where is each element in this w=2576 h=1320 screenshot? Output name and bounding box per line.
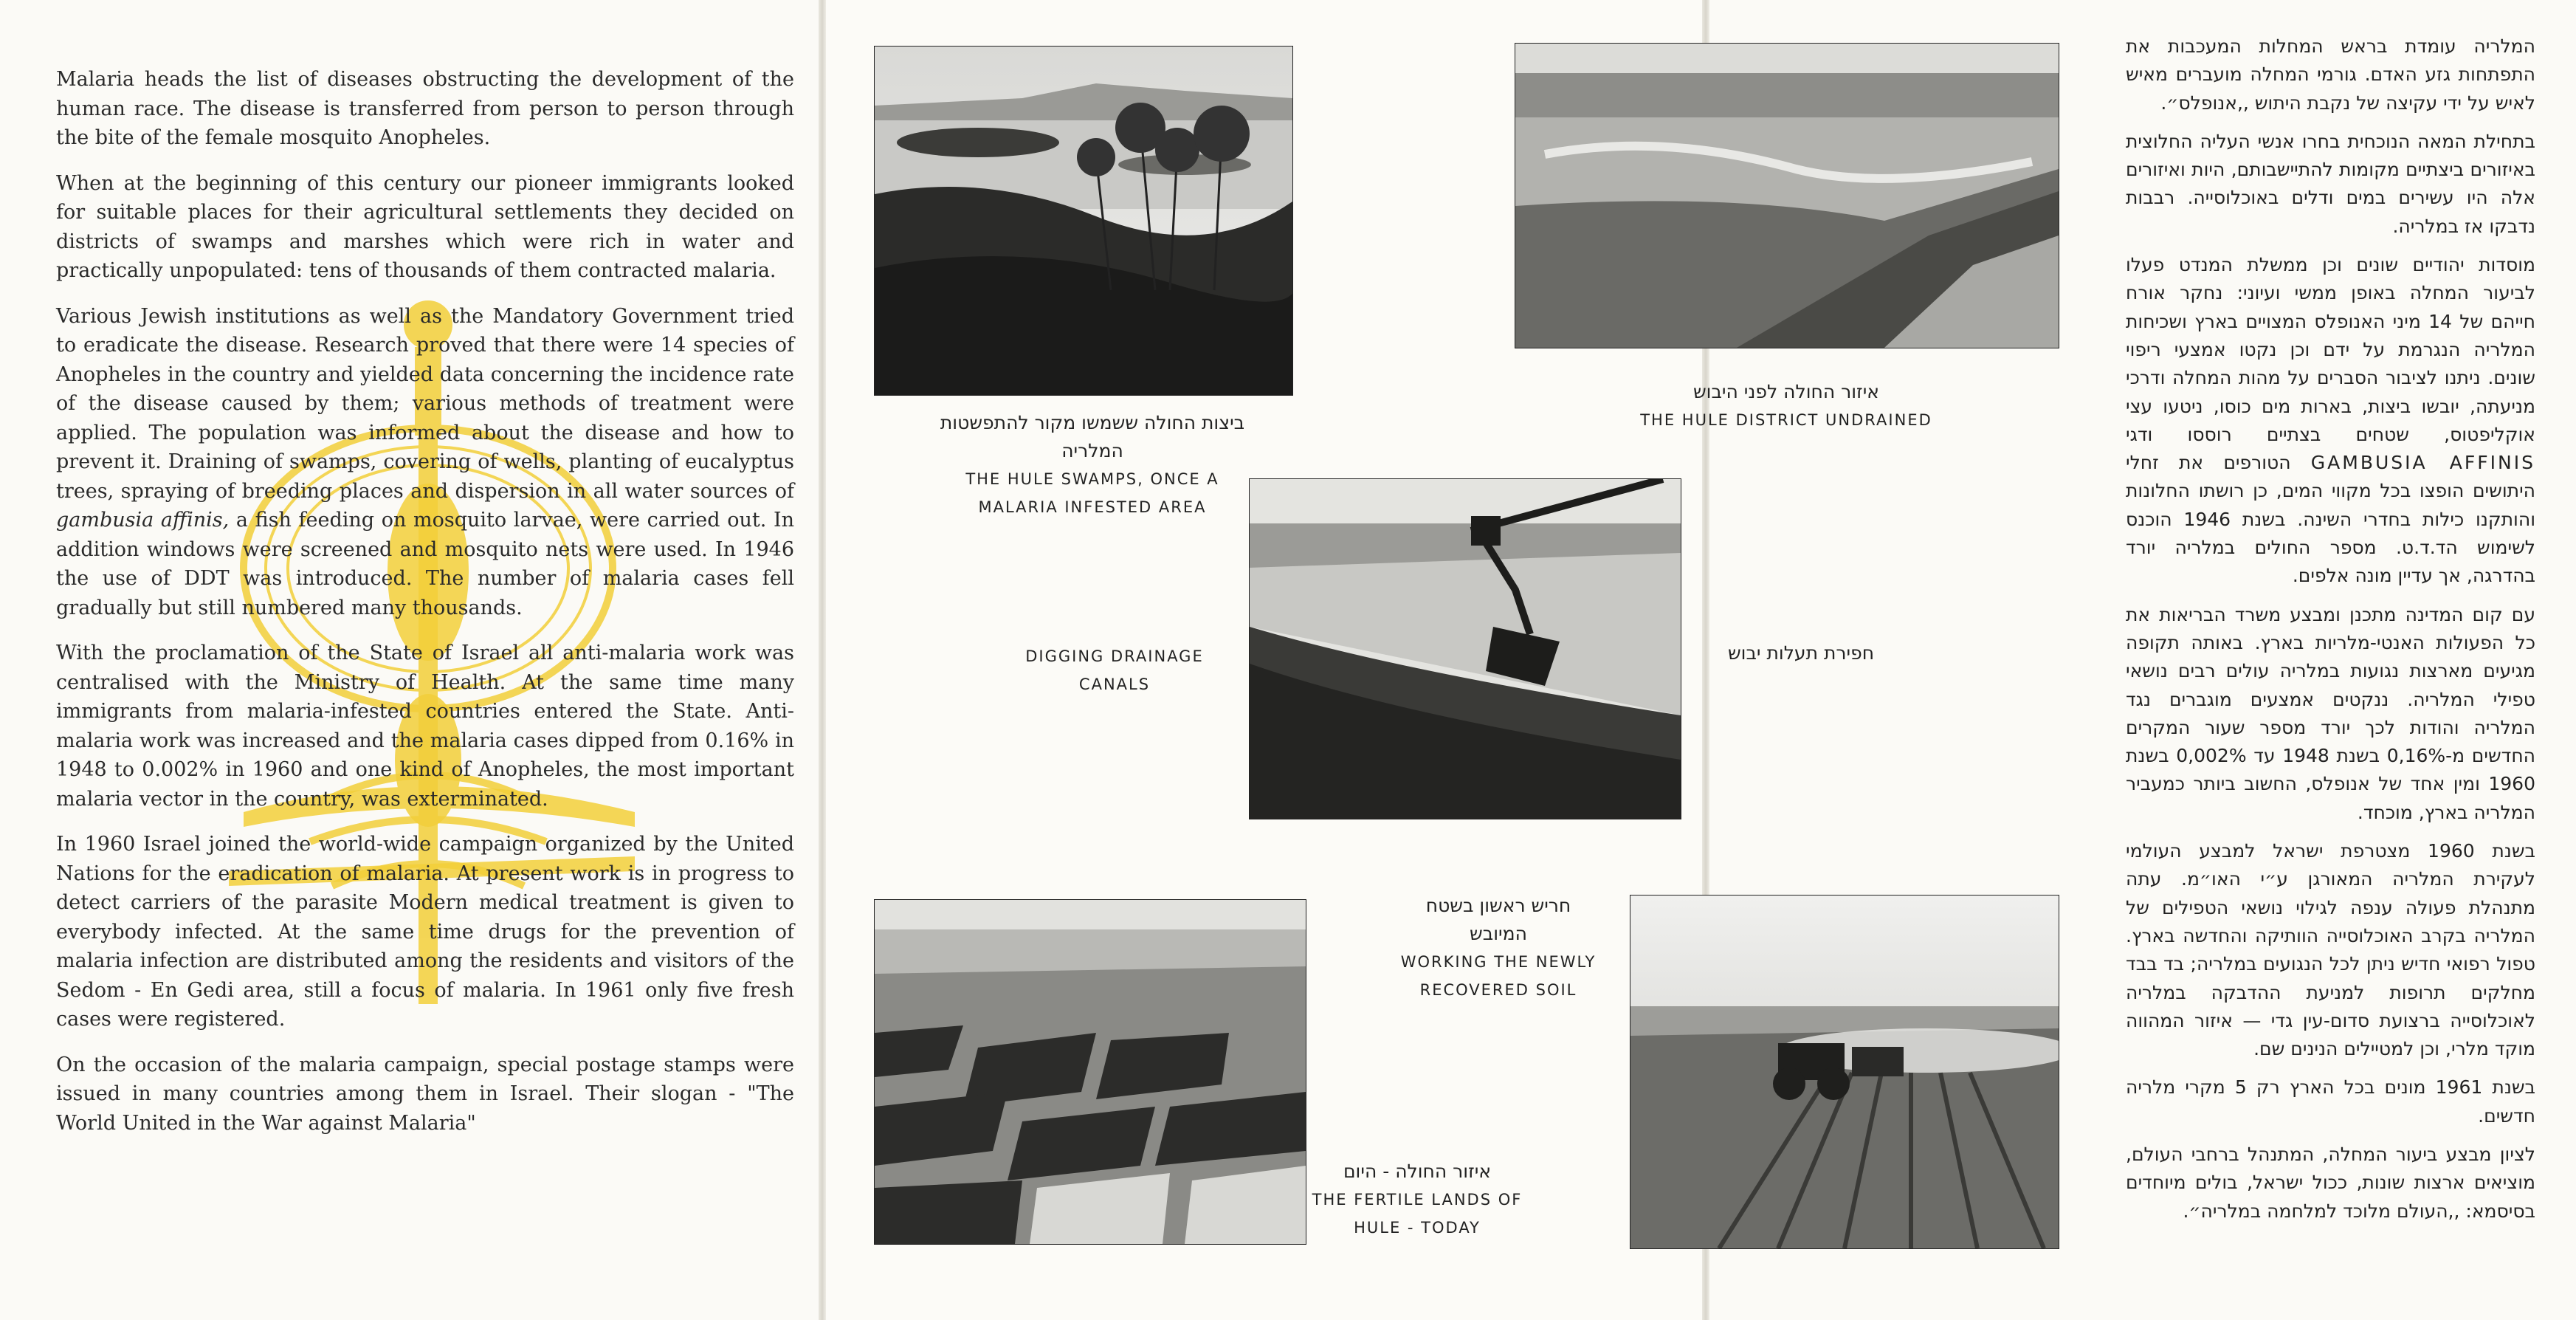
caption-hebrew: איזור החולה לפני היבוש (1692, 381, 1880, 402)
caption-english: THE HULE DISTRICT UNDRAINED (1640, 411, 1932, 429)
paragraph: בשנת 1960 מצטרפת ישראל למבצע העולמי לעקירת המלריה המאורגן ע״י האו״מ. עתה מתנהלת פעולה ענפה לגילוי נושאי הטפילים של המלריה בקרב האוכלוסייה הוותיקה והחדשה בארץ. טפול רפואי חדיש ניתן לכל הנגועים במלריה; בד בבד מחלקים תרופות למניעת ההדבקה במלריה לאוכלוסייה ברצועת סדום-עין גדי — איזור המהווה מוקד מלרי, וכן למטיילים הנינים שם. (2126, 840, 2535, 1060)
caption-english: HULE - TODAY (1354, 1219, 1481, 1237)
paragraph: Malaria heads the list of diseases obstructing the development of the human race. The disease is transferred from person to person through the bite of the female mosquito Anopheles. (56, 68, 794, 149)
caption-hebrew: המיובש (1470, 923, 1527, 944)
paragraph-text: a fish feeding on mosquito larvae, were carried out. In addition windows were screened and mosquito nets were used. In 1946 the use of DDT was introduced. The number of malaria cases fell gradually but still numbered many thousands. (56, 509, 794, 619)
paragraph: In 1960 Israel joined the world-wide campaign organized by the United Nations for the eradication of malaria. At present work is in progress to detect carriers of the parasite Modern medical treatment is given to everybody infected. At the same time drugs for the prevention of malaria infection are distributed among the residents and visitors of the Sedom - En Gedi area, still a focus of malaria. In 1961 only five fresh cases were registered. (56, 833, 794, 1031)
caption-hebrew: חפירת תעלות יבוש (1727, 642, 1875, 664)
caption-digging-canals-he (1698, 639, 1904, 667)
caption-english: CANALS (1078, 676, 1151, 693)
species-name: GAMBUSIA AFFINIS (2310, 452, 2535, 474)
paragraph-text: Various Jewish institutions as well as the Mandatory Government tried to eradicate the disease. Research proved that there were 14 species of Anopheles in the country and yielded data concerning the incidence rate of the disease caused by them; various methods of treatment were applied. The population was informed about the disease and how to prevent it. Draining of swamps, covering of wells, planting of eucalyptus trees, spraying of breeding places and dispersion in all water sources of (56, 304, 794, 503)
caption-english: MALARIA INFESTED AREA (978, 498, 1207, 516)
caption-digging-canals-en (1004, 642, 1225, 698)
caption-hebrew: ביצות החולה ששמשו מקור להתפשטות המלריה (940, 412, 1245, 461)
caption-fertile-lands (1306, 1158, 1528, 1242)
paragraph-text: מוסדות יהודיים שונים וכן ממשלת המנדט פעלו לביעור המחלה באופן ממשי ועיוני: נחקר אורח חייהם של 14 מיני האנופלס המצויים בארץ ושכיחות המלריה הנגרמת על ידם וכן נקטו אמצעי ריפוי שונים. ניתנו לציבור הסברים על מהות המחלה ודרכי מניעתה, יובשו ביצות, בארות מים כוסו, ניטעו עצי אוקליפטוס, שטחים בצתיים רוססו ודגי (2126, 254, 2535, 445)
paragraph-text: הטורפים את זחלי היתושים הופצו בכל מקווי המים, כן רושתו החלונות והותקנו כילות בחדרי השינה. בשנת 1946 הוכנס לשימוש הד.ד.ט. מספר החולים במלריה יורד בהדרגה, אך עדיין מונה אלפים. (2126, 452, 2536, 587)
paragraph: לציון מבצע ביעור המחלה, המתנהל ברחבי העולם, מוציאים ארצות שונות, ככול ישראל, בולים מיוחדים בסיסמא: ,,העולם מלוכד למלחמה במלריה״. (2126, 1143, 2535, 1222)
photo-hule-undrained (1515, 43, 2059, 348)
caption-working-soil (1373, 892, 1624, 1004)
caption-english: THE FERTILE LANDS OF (1312, 1191, 1523, 1209)
paragraph: עם קום המדינה מתכנן ומבצע משרד הבריאות את כל הפעולות האנטי-מלריות בארץ. באותה תקופה מגיעים מארצות נגועות במלריה עולים רבים נושאי טפילי המלריה. ננקטים אמצעים מוגברים נגד המלריה והודות לכך יורד מספר שעור המקרים החדשים מ-0,16% בשנת 1948 עד 0,002% בשנת 1960 ומין אחד של אנופלס, החשוב ביותר כמעביר המלריה בארץ, מוכחד. (2126, 603, 2535, 823)
caption-english: WORKING THE NEWLY (1400, 953, 1597, 971)
caption-english: THE HULE SWAMPS, ONCE A (965, 470, 1219, 488)
paragraph: With the proclamation of the State of Israel all anti-malaria work was centralised with the Ministry of Health. At the same time many immigrants from malaria-infested countries entered the State. Anti-malaria work was increased and the malaria cases dipped from 0.16% in 1948 to 0.002% in 1960 and one kind of Anopheles, the most important malaria vector in the country, was exterminated. (56, 642, 794, 811)
fold-crease (819, 0, 826, 1320)
photo-hule-swamps (874, 46, 1293, 396)
species-name: gambusia affinis, (56, 509, 230, 532)
photo-fertile-lands (874, 899, 1306, 1245)
paragraph: When at the beginning of this century our pioneer immigrants looked for suitable places for their agricultural settlements they decided on districts of swamps and marshes which were rich in water and practically unpopulated: tens of thousands of them contracted malaria. (56, 171, 794, 282)
caption-hebrew: חריש ראשון בשטח (1425, 895, 1571, 916)
paragraph: בתחילת המאה הנוכחית בחרו אנשי העליה החלוצית באיזורים ביצתיים מקומות להתיישבותם, היות ואיזורים אלה היו עשירים במים ודלים באוכלוסייה. רבבות נדבקו אז במלריה. (2126, 130, 2535, 237)
photo-working-soil (1630, 895, 2059, 1249)
photo-digging-canals (1249, 478, 1681, 819)
paragraph: המלריה עומדת בראש המחלות המעכבות את התפתחות גזע האדם. גורמי המחלה מועברים מאיש לאיש על ידי עקיצה של נקבת היתוש ,,אנופלס״. (2126, 35, 2535, 114)
caption-english: DIGGING DRAINAGE (1025, 647, 1204, 665)
caption-hule-swamps (937, 409, 1247, 521)
paragraph (2126, 251, 2535, 591)
caption-hebrew: איזור החולה - היום (1343, 1161, 1492, 1182)
paragraph (56, 302, 794, 623)
hebrew-text (2126, 32, 2535, 1236)
paragraph: On the occasion of the malaria campaign, special postage stamps were issued in many countries among them in Israel. Their slogan - "The World United in the War against Malaria" (56, 1053, 794, 1135)
caption-hule-undrained (1602, 378, 1971, 434)
english-text (56, 65, 794, 1154)
caption-english: RECOVERED SOIL (1419, 981, 1577, 999)
paragraph: בשנת 1961 מונים בכל הארץ רק 5 מקרי מלריה חדשים. (2126, 1076, 2535, 1127)
